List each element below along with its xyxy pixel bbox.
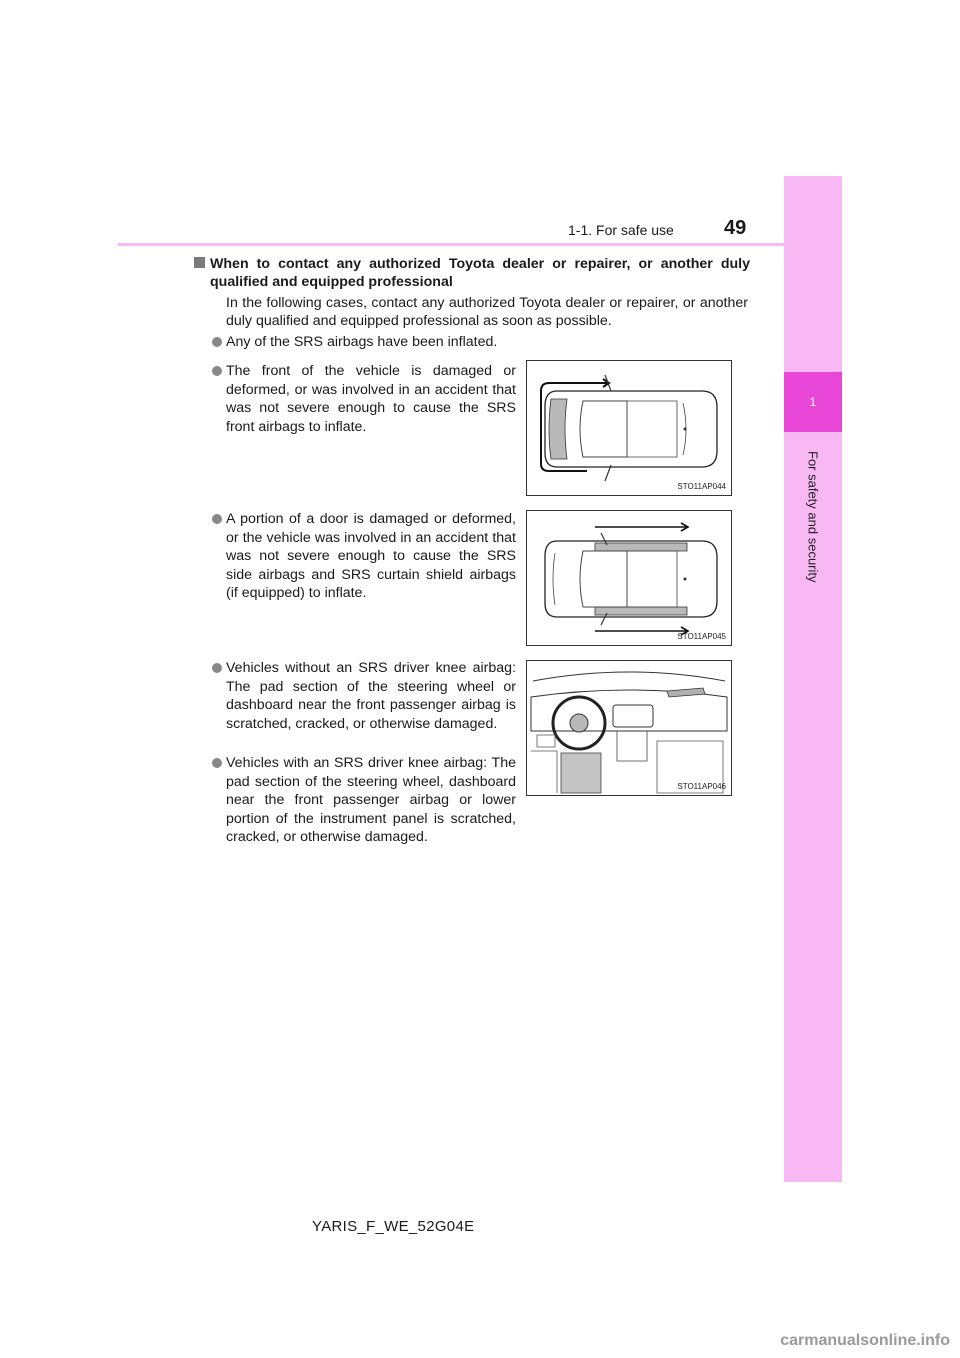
figure-side-damage bbox=[526, 510, 732, 646]
chapter-number: 1 bbox=[784, 372, 842, 432]
chapter-title: For safety and security bbox=[805, 451, 821, 583]
figure-front-damage bbox=[526, 360, 732, 496]
bullet-dot-icon bbox=[212, 663, 222, 673]
section-heading-text: When to contact any authorized Toyota dealer or repairer, or another duly qualified and equipped professional bbox=[210, 256, 750, 290]
list-item: The front of the vehicle is damaged or deformed, or was involved in an accident that was not severe enough to cause the SRS front airbags to inflate. bbox=[226, 362, 516, 436]
page-number: 49 bbox=[724, 217, 747, 239]
bullet-dot-icon bbox=[212, 758, 222, 768]
bullet-dot-icon bbox=[212, 514, 222, 524]
list-item: A portion of a door is damaged or deformed, or the vehicle was involved in an accident that was not severe enough to cause the SRS side airbags and SRS curtain shield airbags (if equipped) to inflate. bbox=[226, 510, 516, 603]
chapter-title-vertical bbox=[786, 442, 840, 592]
section-heading bbox=[210, 255, 750, 291]
list-item: Vehicles with an SRS driver knee airbag: The pad section of the steering wheel, dashboard near the front passenger airbag or lower portion of the instrument panel is scratched, cracked, or otherwise damaged. bbox=[226, 754, 516, 847]
chapter-side-tab bbox=[784, 176, 842, 1182]
header-rule bbox=[118, 243, 784, 246]
heading-square-icon bbox=[194, 257, 205, 268]
header-section-title: 1-1. For safe use bbox=[568, 222, 674, 238]
document-code: YARIS_F_WE_52G04E bbox=[312, 1218, 475, 1235]
dashboard-interior-illustration bbox=[527, 661, 731, 795]
figure-code: STO11AP045 bbox=[677, 632, 726, 641]
figure-code: STO11AP044 bbox=[677, 482, 726, 491]
list-item: Vehicles without an SRS driver knee airbag: The pad section of the steering wheel or dashboard near the front passenger airbag is scratched, cracked, or otherwise damaged. bbox=[226, 659, 516, 733]
bullet-dot-icon bbox=[212, 366, 222, 376]
figure-dashboard-damage bbox=[526, 660, 732, 796]
figure-code: STO11AP046 bbox=[677, 782, 726, 791]
car-top-view-side-illustration bbox=[527, 511, 731, 645]
bullet-dot-icon bbox=[212, 337, 222, 347]
list-item: Any of the SRS airbags have been inflated. bbox=[226, 333, 746, 352]
intro-paragraph: In the following cases, contact any authorized Toyota dealer or repairer, or another duly qualified and equipped professional as soon as possible. bbox=[226, 295, 748, 329]
watermark: carmanualsonline.info bbox=[780, 1332, 950, 1349]
car-top-view-front-illustration bbox=[527, 361, 731, 495]
